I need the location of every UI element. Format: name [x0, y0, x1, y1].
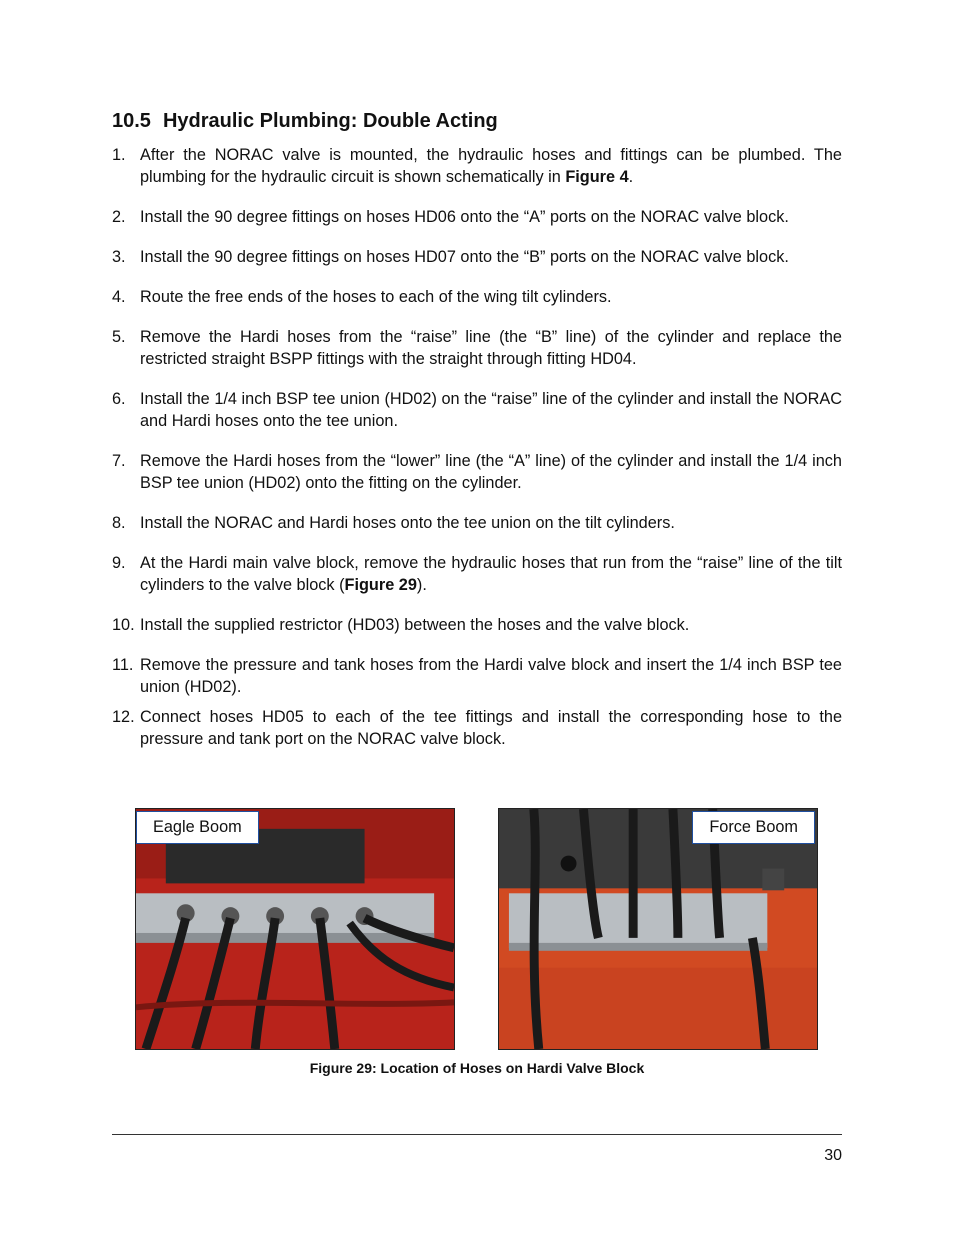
- step-number: 6.: [112, 390, 126, 408]
- step-number: 5.: [112, 328, 126, 346]
- instruction-step: [112, 246, 842, 268]
- step-text: [140, 552, 842, 596]
- step-body: Remove the Hardi hoses from the “lower” line (the “A” line) of the cylinder and install the 1/4 inch BSP tee union (HD02) onto the fitting on the cylinder.: [140, 452, 842, 492]
- figure-reference: Figure 29: [344, 576, 417, 594]
- instruction-step: [112, 512, 842, 534]
- step-body: Remove the Hardi hoses from the “raise” line (the “B” line) of the cylinder and replace the restricted straight BSPP fittings with the straight through fitting HD04.: [140, 328, 842, 368]
- step-number: 11.: [112, 656, 134, 674]
- instruction-step: [112, 450, 842, 494]
- step-text: [140, 512, 842, 534]
- step-number: 10.: [112, 616, 135, 634]
- step-number: 3.: [112, 248, 126, 266]
- step-text: [140, 706, 842, 750]
- step-trailing-text: ).: [416, 576, 427, 594]
- step-text: [140, 144, 842, 188]
- section-heading: [112, 110, 498, 133]
- step-text: [140, 654, 842, 698]
- step-number: 9.: [112, 554, 126, 572]
- step-number: 12.: [112, 708, 135, 726]
- eagle-boom-photo: [135, 808, 455, 1050]
- instruction-step: [112, 706, 842, 750]
- section-number: 10.5: [112, 110, 151, 132]
- step-number: 8.: [112, 514, 126, 532]
- step-body: At the Hardi main valve block, remove the hydraulic hoses that run from the “raise” line of the tilt cylinders to the valve block (: [140, 554, 842, 594]
- step-body: Install the 90 degree fittings on hoses HD06 onto the “A” ports on the NORAC valve block.: [140, 208, 789, 226]
- step-text: [140, 206, 842, 228]
- step-number: 4.: [112, 288, 126, 306]
- step-number: 2.: [112, 208, 126, 226]
- figure-reference: Figure 4: [565, 168, 629, 186]
- step-body: Remove the pressure and tank hoses from the Hardi valve block and insert the 1/4 inch BSP tee union (HD02).: [140, 656, 842, 696]
- step-text: [140, 326, 842, 370]
- page-number: 30: [824, 1147, 842, 1164]
- step-body: Install the NORAC and Hardi hoses onto the tee union on the tilt cylinders.: [140, 514, 675, 532]
- instruction-step: [112, 326, 842, 370]
- step-body: Route the free ends of the hoses to each of the wing tilt cylinders.: [140, 288, 612, 306]
- step-number: 7.: [112, 452, 126, 470]
- step-text: [140, 450, 842, 494]
- step-text: [140, 614, 842, 636]
- step-body: Install the supplied restrictor (HD03) between the hoses and the valve block.: [140, 616, 690, 634]
- eagle-boom-label: Eagle Boom: [136, 811, 259, 844]
- instruction-step: [112, 144, 842, 188]
- step-text: [140, 388, 842, 432]
- step-trailing-text: .: [628, 168, 634, 186]
- instruction-step: [112, 206, 842, 228]
- instruction-step: [112, 552, 842, 596]
- step-number: 1.: [112, 146, 126, 164]
- figure-caption: Figure 29: Location of Hoses on Hardi Valve Block: [309, 1060, 645, 1076]
- step-text: [140, 286, 842, 308]
- force-boom-label: Force Boom: [692, 811, 815, 844]
- instruction-step: [112, 286, 842, 308]
- eagle-boom-image: [136, 809, 454, 1049]
- step-body: Install the 1/4 inch BSP tee union (HD02) on the “raise” line of the cylinder and install the NORAC and Hardi hoses onto the tee union.: [140, 390, 842, 430]
- step-body: Connect hoses HD05 to each of the tee fittings and install the corresponding hose to the pressure and tank port on the NORAC valve block.: [140, 708, 842, 748]
- section-title: Hydraulic Plumbing: Double Acting: [162, 110, 498, 132]
- instruction-list: [112, 144, 842, 768]
- footer-divider: [112, 1134, 842, 1135]
- instruction-step: [112, 388, 842, 432]
- step-body: After the NORAC valve is mounted, the hydraulic hoses and fittings can be plumbed. The plumbing for the hydraulic circuit is shown schematically in: [140, 146, 842, 186]
- step-text: [140, 246, 842, 268]
- force-boom-photo: [498, 808, 818, 1050]
- instruction-step: [112, 614, 842, 636]
- instruction-step: [112, 654, 842, 698]
- step-body: Install the 90 degree fittings on hoses HD07 onto the “B” ports on the NORAC valve block.: [140, 248, 789, 266]
- force-boom-image: [499, 809, 817, 1049]
